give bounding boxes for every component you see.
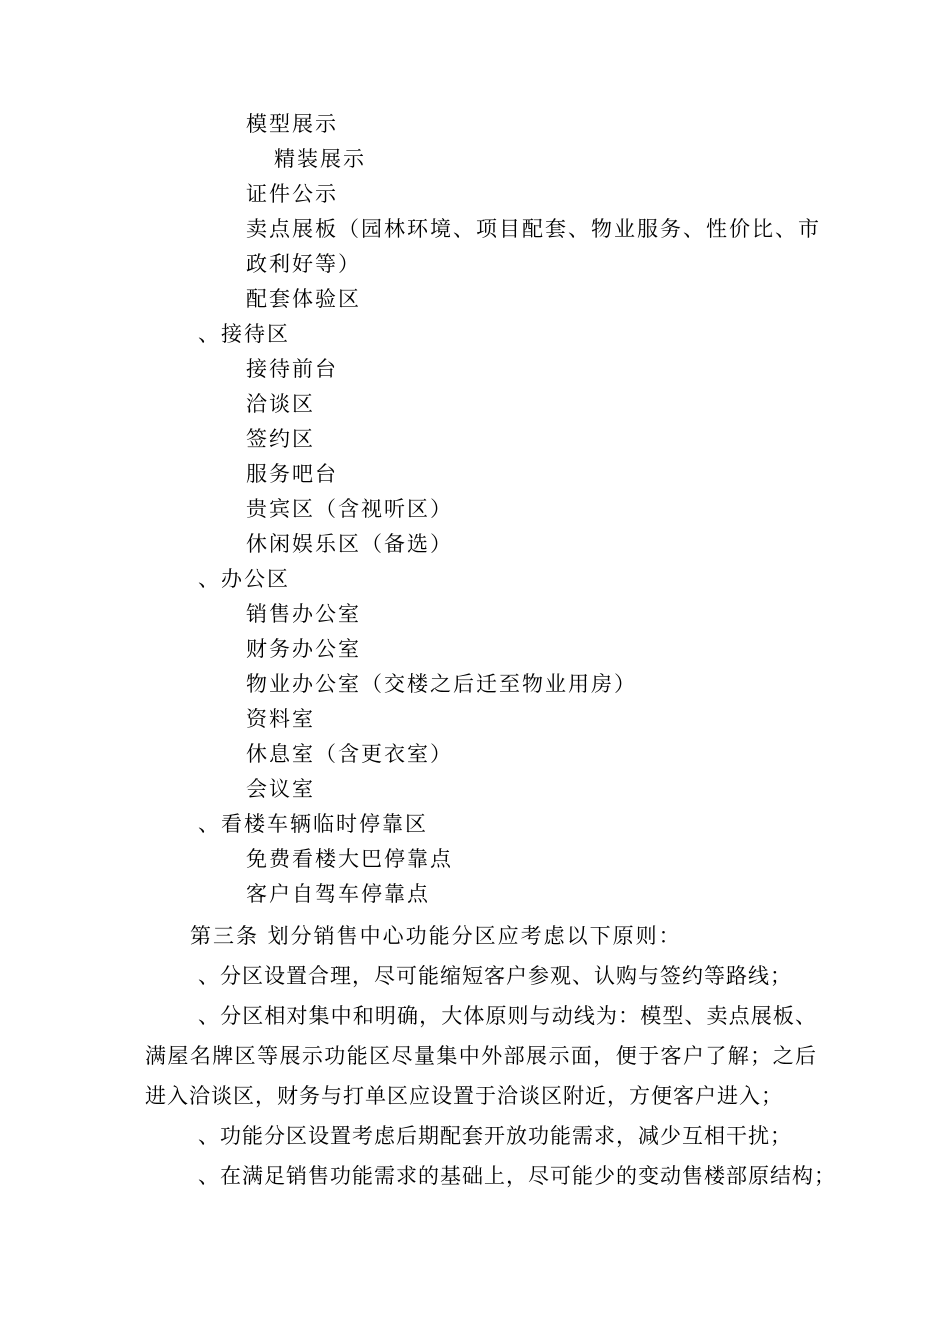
article3-rule-2: 、分区相对集中和明确，大体原则与动线为：模型、卖点展板、满屋名牌区等展示功能区尽量集中外部展示面，便于客户了解；之后进入洽谈区，财务与打单区应设置于洽谈区附近，方便客户进入； <box>145 1004 817 1108</box>
reception-item-vip: 贵宾区（含视听区） <box>246 497 453 521</box>
article3-heading: 第三条 划分销售中心功能分区应考虑以下原则： <box>190 924 682 948</box>
office-item-property: 物业办公室（交楼之后迁至物业用房） <box>246 672 637 696</box>
office-item-meeting: 会议室 <box>246 777 315 801</box>
reception-heading: 、接待区 <box>198 322 290 346</box>
showcase-item-decoration: 精装展示 <box>274 147 366 171</box>
article3-rule-3: 、功能分区设置考虑后期配套开放功能需求，减少互相干扰； <box>198 1124 792 1148</box>
parking-item-self-drive: 客户自驾车停靠点 <box>246 882 430 906</box>
article3-rule-4: 、在满足销售功能需求的基础上，尽可能少的变动售楼部原结构； <box>198 1164 836 1188</box>
office-item-archive: 资料室 <box>246 707 315 731</box>
office-item-rest: 休息室（含更衣室） <box>246 742 453 766</box>
office-item-finance: 财务办公室 <box>246 637 361 661</box>
showcase-item-certificates: 证件公示 <box>246 182 338 206</box>
reception-item-signing: 签约区 <box>246 427 315 451</box>
office-heading: 、办公区 <box>198 567 290 591</box>
parking-item-bus: 免费看楼大巴停靠点 <box>246 847 453 871</box>
office-item-sales: 销售办公室 <box>246 602 361 626</box>
reception-item-negotiation: 洽谈区 <box>246 392 315 416</box>
parking-heading: 、看楼车辆临时停靠区 <box>198 812 428 836</box>
showcase-item-selling-points: 卖点展板（园林环境、项目配套、物业服务、性价比、市 <box>246 217 821 241</box>
showcase-item-selling-points-cont: 政利好等） <box>246 252 361 276</box>
showcase-item-model: 模型展示 <box>246 112 338 136</box>
showcase-item-facility-experience: 配套体验区 <box>246 287 361 311</box>
reception-item-bar: 服务吧台 <box>246 462 338 486</box>
reception-item-leisure: 休闲娱乐区（备选） <box>246 532 453 556</box>
article3-rule-1: 、分区设置合理，尽可能缩短客户参观、认购与签约等路线； <box>198 964 792 988</box>
reception-item-front-desk: 接待前台 <box>246 357 338 381</box>
